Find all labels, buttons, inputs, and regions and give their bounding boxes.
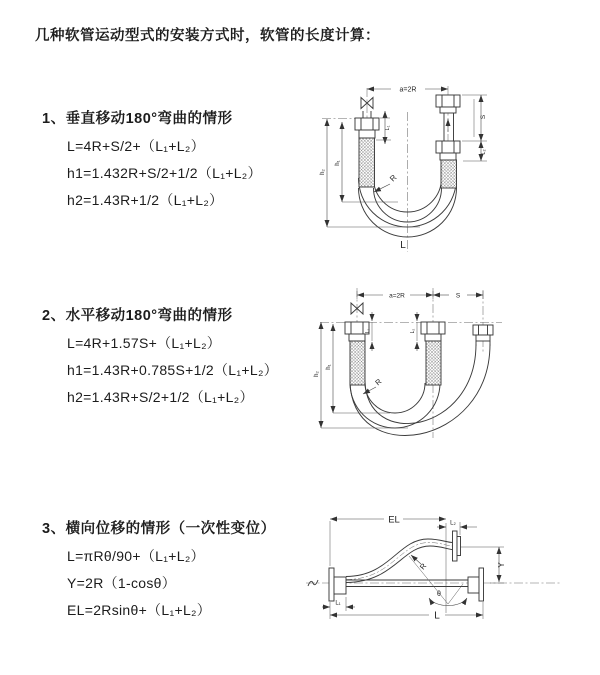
label-a2r: a=2R xyxy=(389,292,405,300)
label-theta: θ xyxy=(437,591,441,598)
section-1-heading: 1、垂直移动180°弯曲的情形 xyxy=(42,111,233,127)
label-r: R xyxy=(388,173,399,184)
label-l2: L₂ xyxy=(450,520,456,527)
label-el: EL xyxy=(388,514,400,526)
formula-line: h2=1.43R+1/2（L₁+L₂） xyxy=(67,192,224,208)
datum-break-mark xyxy=(308,580,318,586)
left-fitting xyxy=(355,111,379,187)
section-2 xyxy=(42,308,278,416)
diagram-horizontal-movement xyxy=(313,280,565,452)
label-h2: h₂ xyxy=(320,169,326,175)
page-title: 几种软管运动型式的安装方式时，软管的长度计算： xyxy=(35,28,380,44)
label-s: S xyxy=(480,114,487,120)
formula-line: L=4R+1.57S+（L₁+L₂） xyxy=(67,335,222,351)
formula-line: Y=2R（1-cosθ） xyxy=(67,575,177,591)
section-3 xyxy=(42,521,276,629)
label-l2: L₂ xyxy=(481,149,487,155)
diagram-vertical-movement xyxy=(313,78,553,254)
middle-fitting xyxy=(421,322,445,385)
formula-line: h1=1.432R+S/2+1/2（L₁+L₂） xyxy=(67,165,262,181)
formula-line: h1=1.43R+0.785S+1/2（L₁+L₂） xyxy=(67,362,278,378)
label-a2r: a=2R xyxy=(399,86,417,94)
label-s: S xyxy=(455,292,461,300)
label-l-total: L xyxy=(400,240,406,251)
section-1 xyxy=(42,111,262,219)
label-l-total: L xyxy=(434,610,440,622)
label-y: Y xyxy=(497,562,506,568)
braided-hose xyxy=(441,160,457,188)
braided-hose xyxy=(350,341,365,385)
label-h1: h₁ xyxy=(326,364,332,370)
label-h1: h₁ xyxy=(335,160,341,166)
lower-right-flange xyxy=(468,568,484,601)
dimension-lines xyxy=(314,291,483,428)
left-flange xyxy=(329,568,346,601)
label-l1: L₁ xyxy=(335,600,341,607)
section-3-heading: 3、横向位移的情形（一次性变位） xyxy=(42,521,276,537)
formula-line: L=4R+S/2+（L₁+L₂） xyxy=(67,138,205,154)
label-r: R xyxy=(373,376,384,388)
right-fitting xyxy=(436,95,460,188)
label-l1: L₁ xyxy=(365,328,371,334)
label-l1: L₁ xyxy=(385,125,391,131)
braided-hose xyxy=(359,138,375,187)
s-curve-hose xyxy=(346,539,453,583)
label-l2: L₂ xyxy=(410,328,416,334)
dimension-lines xyxy=(320,87,487,252)
braided-hose xyxy=(426,341,441,385)
section-2-heading: 2、水平移动180°弯曲的情形 xyxy=(42,308,233,324)
dimension-lines xyxy=(322,515,506,622)
formula-line: h2=1.43R+S/2+1/2（L₁+L₂） xyxy=(67,389,254,405)
formula-line: EL=2Rsinθ+（L₁+L₂） xyxy=(67,602,212,618)
diagram-lateral-displacement xyxy=(303,508,590,642)
label-h2: h₂ xyxy=(314,371,320,377)
formula-line: L=πRθ/90+（L₁+L₂） xyxy=(67,548,205,564)
upper-right-flange xyxy=(453,531,461,561)
label-r: R xyxy=(417,561,429,572)
